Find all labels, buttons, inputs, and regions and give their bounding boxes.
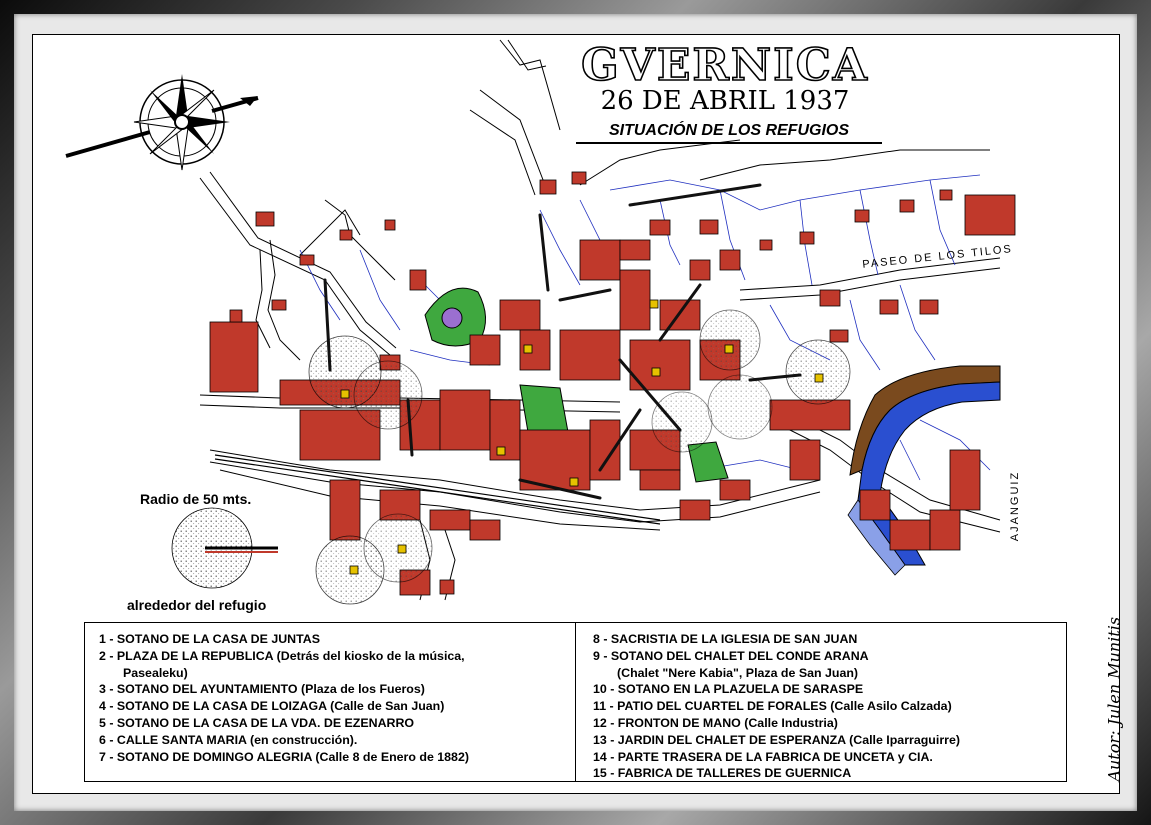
radius-label: Radio de 50 mts.: [140, 491, 252, 507]
legend-item: 5 - SOTANO DE LA CASA DE LA VDA. DE EZENARRO: [99, 715, 415, 730]
kiosk-icon: [442, 308, 462, 328]
legend-item: 3 - SOTANO DEL AYUNTAMIENTO (Plaza de los Fueros): [99, 682, 425, 697]
legend-item: 6 - CALLE SANTA MARIA (en construcción).: [99, 732, 358, 747]
legend-item: 2 - PLAZA DE LA REPUBLICA (Detrás del kiosko de la música,: [99, 648, 465, 663]
legend-item: 11 - PATIO DEL CUARTEL DE FORALES (Calle Asilo Calzada): [593, 699, 952, 714]
legend-item: 14 - PARTE TRASERA DE LA FABRICA DE UNCETA y CIA.: [593, 749, 933, 764]
legend-item: 9 - SOTANO DEL CHALET DEL CONDE ARANA: [593, 648, 869, 663]
legend-left-column: [99, 631, 569, 765]
legend-item: 8 - SACRISTIA DE LA IGLESIA DE SAN JUAN: [593, 632, 858, 646]
map-date: 26 DE ABRIL 1937: [600, 86, 850, 116]
legend-item: 4 - SOTANO DE LA CASA DE LOIZAGA (Calle de San Juan): [99, 699, 445, 714]
map-subtitle: SITUACIÓN DE LOS REFUGIOS: [576, 120, 882, 144]
legend-item: 13 - JARDIN DEL CHALET DE ESPERANZA (Calle Iparraguirre): [593, 732, 960, 747]
legend-item: Pasealeku): [123, 665, 188, 680]
legend-item: 7 - SOTANO DE DOMINGO ALEGRIA (Calle 8 de Enero de 1882): [99, 749, 469, 764]
legend-item: 12 - FRONTON DE MANO (Calle Industria): [593, 715, 838, 730]
legend-item: 10 - SOTANO EN LA PLAZUELA DE SARASPE: [593, 682, 864, 697]
compass-icon: [66, 74, 258, 170]
legend-box: [84, 622, 1067, 782]
author-text: Autor: Julen Munitis: [1104, 616, 1124, 782]
legend-item: 15 - FABRICA DE TALLERES DE GUERNICA: [593, 766, 852, 781]
around-label: alrededor del refugio: [127, 597, 267, 613]
map-title: GVERNICA: [581, 40, 869, 91]
legend-right-column: [593, 631, 1063, 782]
legend-item: 1 - SOTANO DE LA CASA DE JUNTAS: [99, 632, 320, 646]
legend-divider: [575, 623, 576, 781]
legend-item: (Chalet "Nere Kabia", Plaza de San Juan): [617, 665, 859, 680]
author-credit: [1090, 600, 1124, 790]
street-label-paseo: PASEO DE LOS TILOS: [861, 243, 1014, 271]
street-label-ajanguiz: AJANGUIZ: [1009, 470, 1022, 542]
